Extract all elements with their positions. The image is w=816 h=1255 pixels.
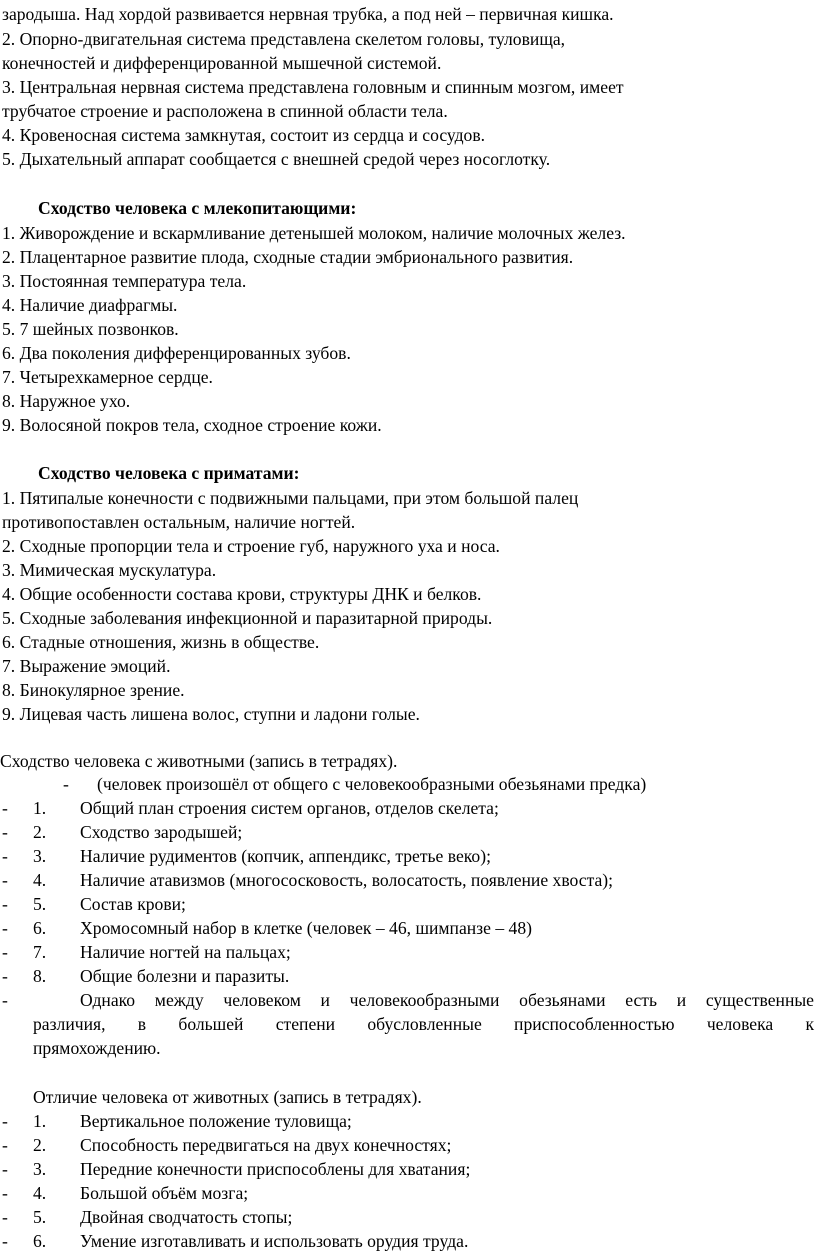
- item-number: 4.: [33, 1183, 47, 1203]
- item-text: Вертикальное положение туловища;: [80, 1111, 352, 1131]
- dash-marker: -: [2, 942, 8, 962]
- section-heading: Сходство человека с животными (запись в тетрадях).: [0, 751, 398, 771]
- dash-marker: -: [2, 1159, 8, 1179]
- list-item: 8. Наружное ухо.: [2, 391, 131, 411]
- intro-line: конечностей и дифференцированной мышечной системой.: [2, 53, 442, 73]
- list-item: 7. Четырехкамерное сердце.: [2, 367, 213, 387]
- list-item: противопоставлен остальным, наличие ногтей.: [2, 512, 356, 532]
- note-line: прямохождению.: [33, 1038, 161, 1058]
- item-text: Состав крови;: [80, 894, 186, 914]
- dash-marker: -: [2, 1135, 8, 1155]
- list-item: 8. Бинокулярное зрение.: [2, 680, 185, 700]
- dash-marker: -: [2, 1183, 8, 1203]
- item-number: 1.: [33, 798, 47, 818]
- list-item: 2. Плацентарное развитие плода, сходные стадии эмбрионального развития.: [2, 247, 574, 267]
- list-item: 3. Мимическая мускулатура.: [2, 560, 217, 580]
- dash-marker: -: [2, 1231, 8, 1251]
- item-number: 3.: [33, 846, 47, 866]
- intro-line: зародыша. Над хордой развивается нервная трубка, а под ней – первичная кишка.: [2, 4, 614, 24]
- item-number: 2.: [33, 1135, 47, 1155]
- section-subtitle: (человек произошёл от общего с человекообразными обезьянами предка): [97, 774, 647, 794]
- list-item: 7. Выражение эмоций.: [2, 656, 171, 676]
- list-item: 3. Постоянная температура тела.: [2, 271, 247, 291]
- item-text: Общие болезни и паразиты.: [80, 966, 290, 986]
- section-heading: Отличие человека от животных (запись в тетрадях).: [33, 1087, 422, 1107]
- item-number: 1.: [33, 1111, 47, 1131]
- item-text: Двойная сводчатость стопы;: [80, 1207, 293, 1227]
- intro-line: трубчатое строение и расположена в спинной области тела.: [2, 101, 448, 121]
- item-number: 7.: [33, 942, 47, 962]
- list-item: 4. Общие особенности состава крови, структуры ДНК и белков.: [2, 584, 482, 604]
- item-text: Наличие ногтей на пальцах;: [80, 942, 291, 962]
- item-text: Большой объём мозга;: [80, 1183, 249, 1203]
- list-item: 2. Сходные пропорции тела и строение губ, наружного уха и носа.: [2, 536, 500, 556]
- item-number: 6.: [33, 918, 47, 938]
- intro-line: 3. Центральная нервная система представлена головным и спинным мозгом, имеет: [2, 77, 624, 97]
- dash-marker: -: [2, 1207, 8, 1227]
- item-text: Умение изготавливать и использовать орудия труда.: [80, 1231, 469, 1251]
- dash-marker: -: [2, 1111, 8, 1131]
- section-heading: Сходство человека с млекопитающими:: [38, 198, 357, 218]
- item-text: Наличие атавизмов (многососковость, волосатость, появление хвоста);: [80, 870, 614, 890]
- item-number: 3.: [33, 1159, 47, 1179]
- item-number: 8.: [33, 966, 47, 986]
- section-heading: Сходство человека с приматами:: [38, 463, 300, 483]
- list-item: 5. Сходные заболевания инфекционной и паразитарной природы.: [2, 608, 493, 628]
- item-text: Общий план строения систем органов, отделов скелета;: [80, 798, 499, 818]
- intro-line: 2. Опорно-двигательная система представлена скелетом головы, туловища,: [2, 29, 566, 49]
- list-item: 9. Волосяной покров тела, сходное строение кожи.: [2, 415, 382, 435]
- item-text: Сходство зародышей;: [80, 822, 243, 842]
- item-number: 2.: [33, 822, 47, 842]
- dash-marker: -: [63, 774, 69, 794]
- list-item: 4. Наличие диафрагмы.: [2, 295, 178, 315]
- intro-line: 5. Дыхательный аппарат сообщается с внешней средой через носоглотку.: [2, 149, 551, 169]
- note-line: различия, в большей степени обусловленные приспособленностью человека к: [33, 1014, 814, 1034]
- dash-marker: -: [2, 870, 8, 890]
- list-item: 9. Лицевая часть лишена волос, ступни и ладони голые.: [2, 704, 420, 724]
- list-item: 6. Стадные отношения, жизнь в обществе.: [2, 632, 320, 652]
- item-number: 5.: [33, 894, 47, 914]
- item-number: 5.: [33, 1207, 47, 1227]
- item-text: Наличие рудиментов (копчик, аппендикс, третье веко);: [80, 846, 491, 866]
- dash-marker: -: [2, 822, 8, 842]
- list-item: 5. 7 шейных позвонков.: [2, 319, 179, 339]
- dash-marker: -: [2, 846, 8, 866]
- dash-marker: -: [2, 918, 8, 938]
- list-item: 6. Два поколения дифференцированных зубов.: [2, 343, 351, 363]
- item-text: Передние конечности приспособлены для хватания;: [80, 1159, 471, 1179]
- dash-marker: -: [2, 990, 8, 1010]
- item-number: 4.: [33, 870, 47, 890]
- dash-marker: -: [2, 798, 8, 818]
- intro-line: 4. Кровеносная система замкнутая, состоит из сердца и сосудов.: [2, 125, 486, 145]
- dash-marker: -: [2, 966, 8, 986]
- item-number: 6.: [33, 1231, 47, 1251]
- list-item: 1. Живорождение и вскармливание детенышей молоком, наличие молочных желез.: [2, 223, 626, 243]
- dash-marker: -: [2, 894, 8, 914]
- note-line: Однако между человеком и человекообразными обезьянами есть и существенные: [80, 990, 814, 1010]
- item-text: Способность передвигаться на двух конечностях;: [80, 1135, 452, 1155]
- item-text: Хромосомный набор в клетке (человек – 46, шимпанзе – 48): [80, 918, 532, 938]
- list-item: 1. Пятипалые конечности с подвижными пальцами, при этом большой палец: [2, 488, 579, 508]
